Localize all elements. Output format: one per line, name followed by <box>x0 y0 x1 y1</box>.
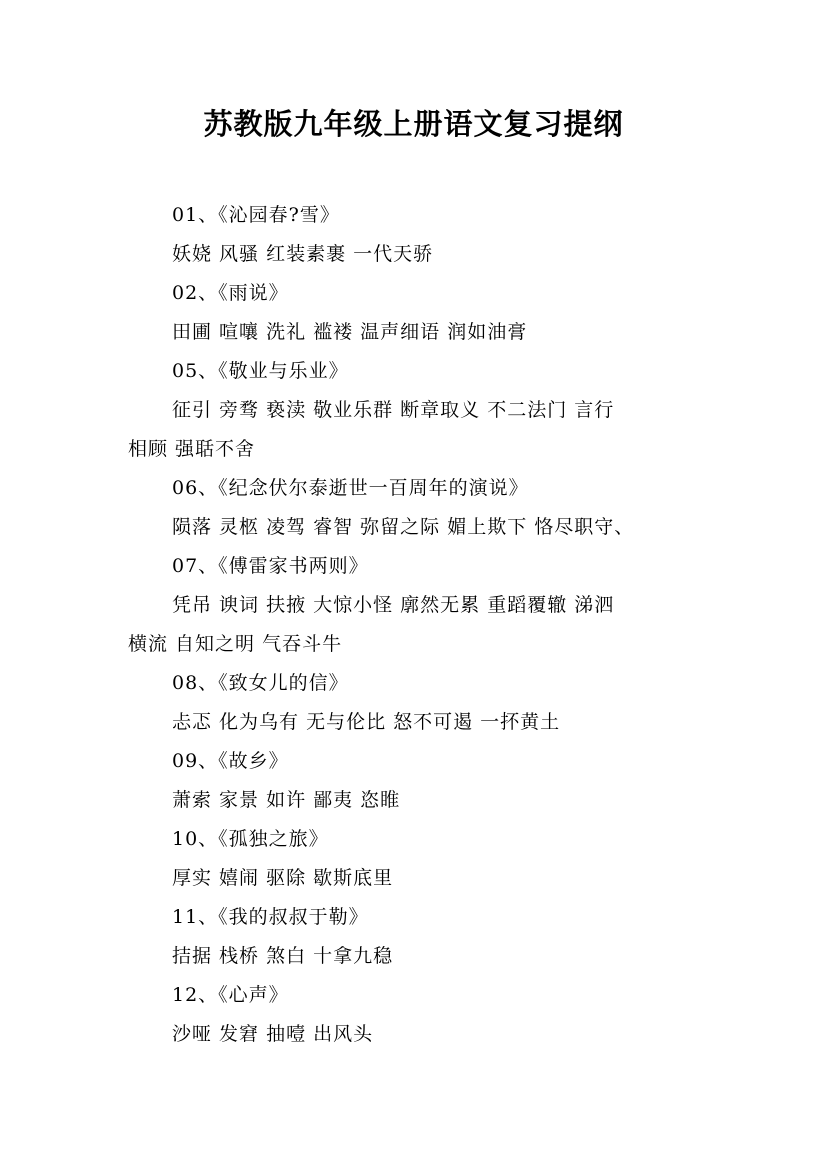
vocabulary-line: 厚实 嬉闹 驱除 歇斯底里 <box>172 867 394 889</box>
vocabulary-line-continued: 相顾 强聒不舍 <box>128 438 256 460</box>
lesson-heading: 10、《孤独之旅》 <box>172 828 329 850</box>
vocabulary-line: 田圃 喧嚷 洗礼 褴褛 温声细语 润如油膏 <box>172 321 528 343</box>
vocabulary-line: 拮据 栈桥 煞白 十拿九稳 <box>172 945 394 967</box>
vocabulary-line-continued: 横流 自知之明 气吞斗牛 <box>128 633 343 655</box>
lesson-heading: 02、《雨说》 <box>172 282 289 304</box>
lesson-heading: 05、《敬业与乐业》 <box>172 360 349 382</box>
lesson-heading: 12、《心声》 <box>172 984 289 1006</box>
lesson-heading: 11、《我的叔叔于勒》 <box>172 906 369 928</box>
lesson-heading: 08、《致女儿的信》 <box>172 672 349 694</box>
vocabulary-line: 征引 旁骛 亵渎 敬业乐群 断章取义 不二法门 言行 <box>172 399 615 421</box>
vocabulary-line: 陨落 灵柩 凌驾 睿智 弥留之际 媚上欺下 恪尽职守、 <box>172 516 635 538</box>
lesson-heading: 07、《傅雷家书两则》 <box>172 555 369 577</box>
lesson-heading: 01、《沁园春?雪》 <box>172 204 340 226</box>
vocabulary-line: 忐忑 化为乌有 无与伦比 怒不可遏 一抔黄土 <box>172 711 561 733</box>
vocabulary-line: 沙哑 发窘 抽噎 出风头 <box>172 1023 374 1045</box>
vocabulary-line: 妖娆 风骚 红装素裹 一代天骄 <box>172 243 434 265</box>
lesson-heading: 06、《纪念伏尔泰逝世一百周年的演说》 <box>172 477 529 499</box>
lesson-heading: 09、《故乡》 <box>172 750 289 772</box>
page-title: 苏教版九年级上册语文复习提纲 <box>203 107 624 141</box>
vocabulary-line: 凭吊 谀词 扶掖 大惊小怪 廓然无累 重蹈覆辙 涕泗 <box>172 594 615 616</box>
document-body <box>128 196 718 1054</box>
vocabulary-line: 萧索 家景 如许 鄙夷 恣睢 <box>172 789 401 811</box>
